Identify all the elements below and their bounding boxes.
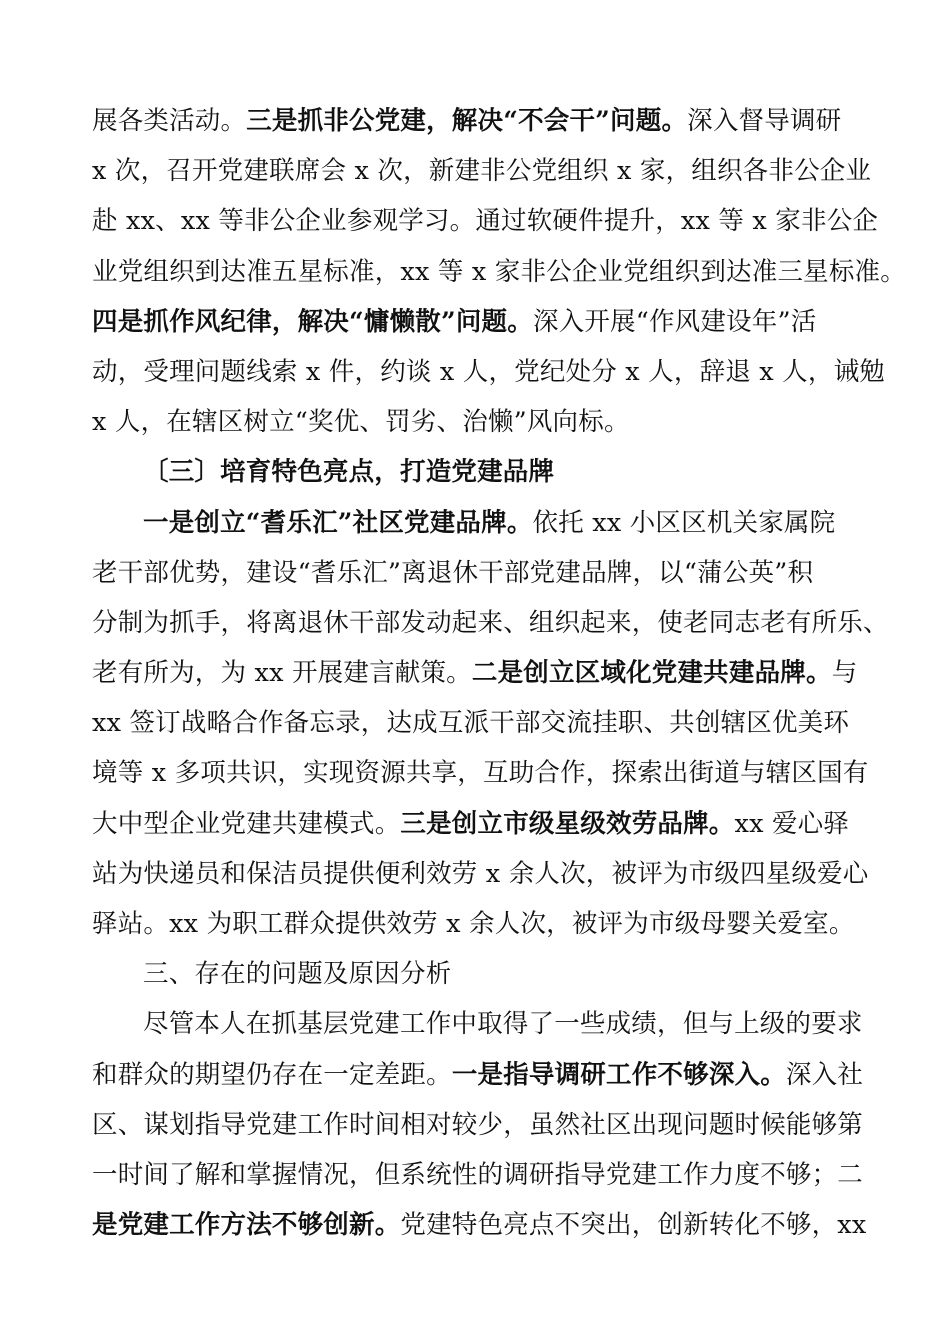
bold-heading-text: 三是创立市级星级效劳品牌。 bbox=[400, 808, 735, 839]
body-text: 尽管本人在抓基层党建工作中取得了一些成绩，但与上级的要求 bbox=[143, 1009, 863, 1040]
body-text: 党建特色亮点不突出，创新转化不够，xx bbox=[400, 1210, 867, 1241]
body-text: 大中型企业党建共建模式。 bbox=[92, 808, 401, 839]
body-text: xx 爱心驿 bbox=[734, 808, 850, 839]
body-text: 老干部优势，建设“耆乐汇”离退休干部党建品牌，以“蒲公英”积 bbox=[92, 557, 814, 588]
bold-heading-text: 是党建工作方法不够创新。 bbox=[92, 1210, 401, 1241]
body-text: 依托 xx 小区区机关家属院 bbox=[532, 507, 836, 538]
body-text: 分制为抓手，将离退休干部发动起来、组织起来，使老同志老有所乐、 bbox=[92, 607, 889, 638]
text-line bbox=[92, 146, 882, 196]
body-text: 站为快递员和保洁员提供便利效劳 x 余人次，被评为市级四星级爱心 bbox=[92, 858, 869, 889]
bold-heading-text: 一是创立“耆乐汇”社区党建品牌。 bbox=[143, 507, 533, 538]
body-text: 老有所为，为 xx 开展建言献策。 bbox=[92, 658, 472, 689]
body-text: 深入社 bbox=[785, 1059, 864, 1090]
text-line bbox=[92, 498, 882, 548]
bold-heading-text: 四是抓作风纪律，解决“慵懒散”问题。 bbox=[92, 306, 533, 337]
text-line bbox=[92, 1150, 882, 1200]
body-text: 深入督导调研 bbox=[687, 106, 842, 136]
text-line bbox=[92, 1200, 882, 1250]
body-text: 境等 x 多项共识，实现资源共享，互助合作，探索出街道与辖区国有 bbox=[92, 758, 869, 789]
text-line bbox=[92, 949, 882, 999]
body-text: x 次，召开党建联席会 x 次，新建非公党组织 x 家，组织各非公企业 bbox=[92, 156, 872, 187]
text-line bbox=[92, 1100, 882, 1150]
bold-heading-text: 三是抓非公党建，解决“不会干”问题。 bbox=[246, 106, 688, 136]
body-text: 深入开展“作风建设年”活 bbox=[532, 306, 817, 337]
body-text: 业党组织到达准五星标准，xx 等 x 家非公企业党组织到达准三星标准。 bbox=[92, 256, 906, 287]
body-text: 动，受理问题线索 x 件，约谈 x 人，党纪处分 x 人，辞退 x 人，诫勉 bbox=[92, 356, 885, 387]
body-text: 驿站。xx 为职工群众提供效劳 x 余人次，被评为市级母婴关爱室。 bbox=[92, 909, 855, 939]
text-line bbox=[92, 548, 882, 598]
body-text: 赴 xx、xx 等非公企业参观学习。通过软硬件提升，xx 等 x 家非公企 bbox=[92, 206, 879, 237]
text-line bbox=[92, 297, 882, 347]
body-text: 展各类活动。 bbox=[92, 106, 247, 136]
text-line bbox=[92, 698, 882, 748]
bold-heading-text: 二是创立区域化党建共建品牌。 bbox=[471, 658, 832, 689]
text-line bbox=[92, 799, 882, 849]
text-line bbox=[92, 447, 882, 497]
text-line bbox=[92, 999, 882, 1049]
text-line bbox=[92, 196, 882, 246]
text-line bbox=[92, 96, 882, 146]
body-text: xx 签订战略合作备忘录，达成互派干部交流挂职、共创辖区优美环 bbox=[92, 708, 850, 739]
text-line bbox=[92, 899, 882, 949]
text-line bbox=[92, 247, 906, 297]
body-text: 一时间了解和掌握情况，但系统性的调研指导党建工作力度不够；二 bbox=[92, 1159, 864, 1190]
bold-heading-text: 〔三〕培育特色亮点，打造党建品牌 bbox=[143, 457, 555, 488]
body-text: 和群众的期望仍存在一定差距。 bbox=[92, 1059, 452, 1090]
text-line bbox=[92, 347, 885, 397]
text-line bbox=[92, 397, 882, 447]
body-text: 区、谋划指导党建工作时间相对较少，虽然社区出现问题时候能够第 bbox=[92, 1109, 864, 1140]
text-line bbox=[92, 598, 889, 648]
text-line bbox=[92, 748, 882, 798]
body-text: x 人，在辖区树立“奖优、罚劣、治懒”风向标。 bbox=[92, 407, 630, 438]
document-body bbox=[92, 96, 906, 1250]
text-line bbox=[92, 849, 882, 899]
text-line bbox=[92, 1050, 882, 1100]
text-line bbox=[92, 648, 882, 698]
bold-heading-text: 一是指导调研工作不够深入。 bbox=[451, 1059, 786, 1090]
body-text: 与 bbox=[831, 658, 858, 689]
body-text: 三、存在的问题及原因分析 bbox=[143, 959, 452, 990]
